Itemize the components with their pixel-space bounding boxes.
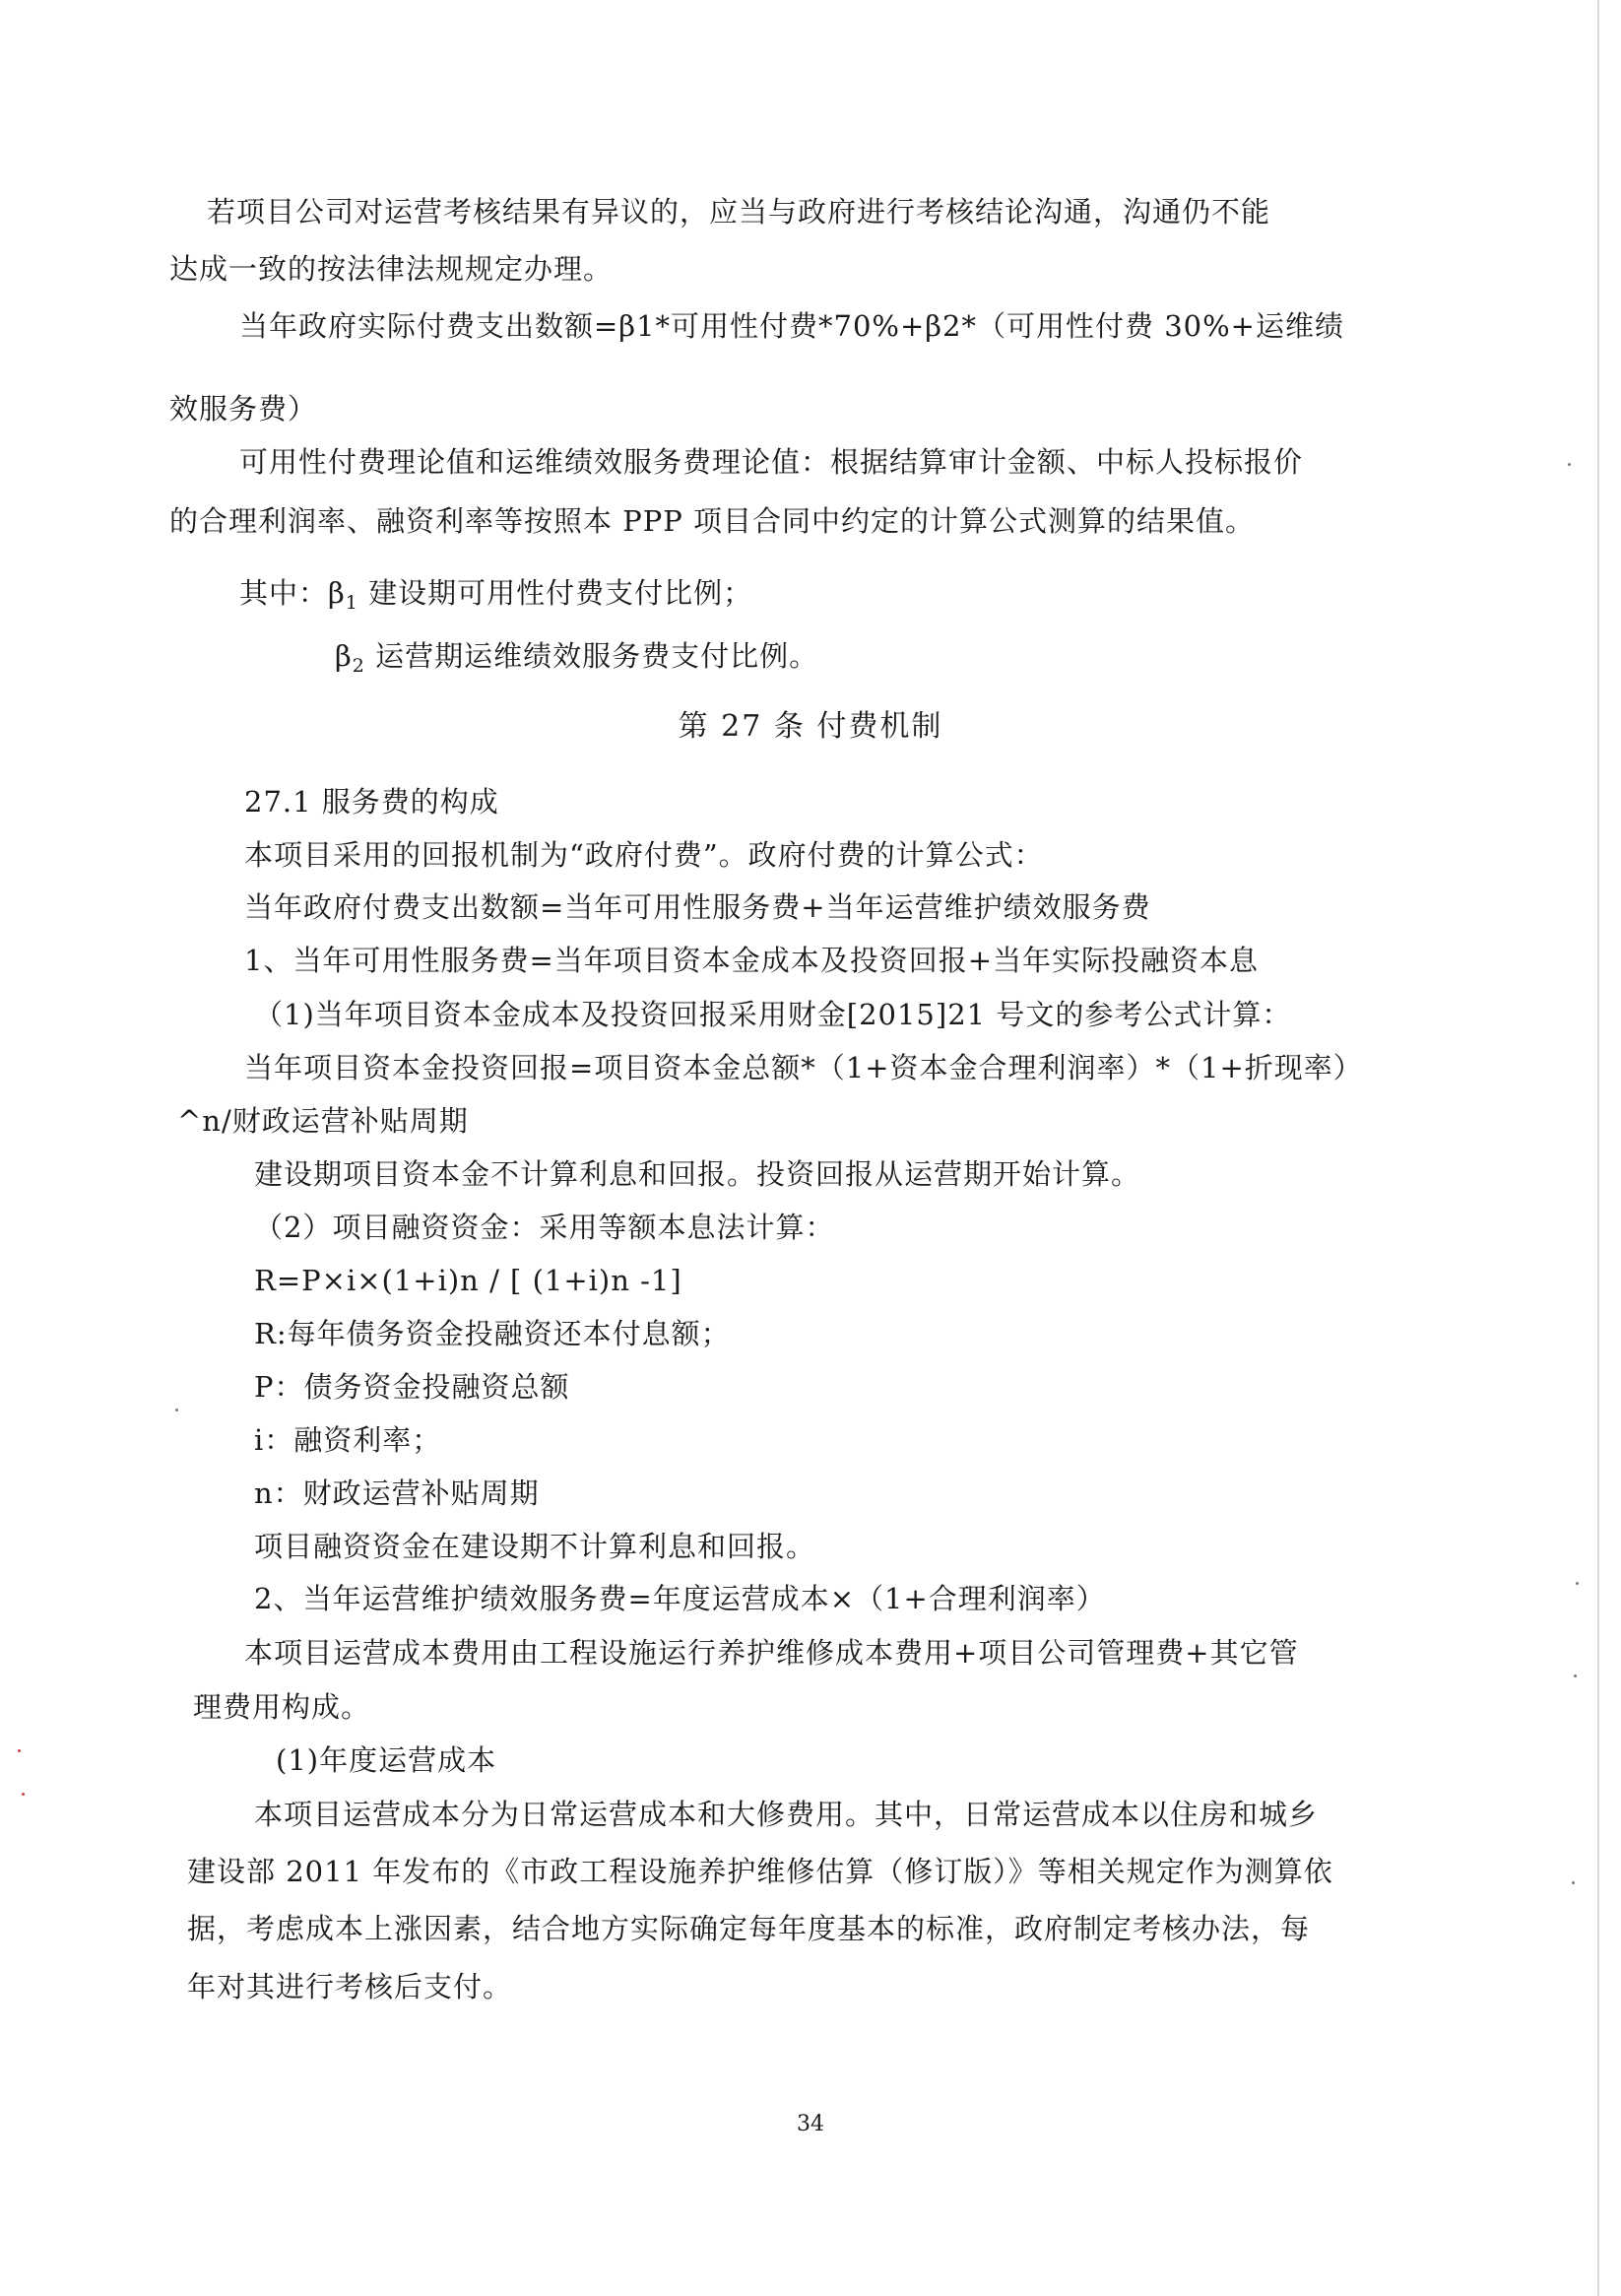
beta-subscript: 1 [345, 592, 358, 614]
scan-speck [18, 1749, 21, 1752]
paragraph-line: 的合理利润率、融资利率等按照本 PPP 项目合同中约定的计算公式测算的结果值。 [169, 504, 1255, 538]
formula-line: R=P×i×(1+i)n / [ (1+i)n -1] [254, 1264, 682, 1297]
scan-speck [22, 1793, 25, 1796]
paragraph-line: 1、当年可用性服务费=当年项目资本金成本及投资回报+当年实际投融资本息 [244, 944, 1260, 977]
formula-line: ^n/财政运营补贴周期 [177, 1104, 469, 1138]
scan-speck [175, 1409, 178, 1411]
paragraph-line: 项目融资资金在建设期不计算利息和回报。 [254, 1530, 816, 1563]
beta1-definition [239, 573, 752, 613]
paragraph-line: 若项目公司对运营考核结果有异议的，应当与政府进行考核结论沟通，沟通仍不能 [207, 195, 1271, 229]
variable-definition: n：财政运营补贴周期 [254, 1476, 540, 1510]
formula-line: 当年项目资本金投资回报=项目资本金总额*（1+资本金合理利润率）*（1+折现率） [244, 1051, 1363, 1084]
paragraph-line: 年对其进行考核后支付。 [187, 1970, 513, 2003]
paragraph-line: 效服务费） [169, 392, 318, 426]
paragraph-line: 2、当年运营维护绩效服务费=年度运营成本×（1+合理利润率） [254, 1582, 1106, 1615]
beta-subscript: 2 [352, 655, 365, 677]
scan-speck [1572, 1881, 1575, 1884]
paragraph-line: 理费用构成。 [193, 1690, 371, 1724]
paragraph-line: 当年政府实际付费支出数额=β1*可用性付费*70%+β2*（可用性付费 30%+运维绩 [239, 309, 1344, 343]
section-heading: 第 27 条 付费机制 [678, 709, 943, 744]
paragraph-line: 建设期项目资本金不计算利息和回报。投资回报从运营期开始计算。 [254, 1157, 1141, 1191]
paragraph-line: 达成一致的按法律法规规定办理。 [169, 252, 614, 286]
paragraph-line: （2）项目融资资金：采用等额本息法计算： [254, 1211, 835, 1244]
paragraph-line: 本项目运营成本分为日常运营成本和大修费用。其中，日常运营成本以住房和城乡 [254, 1798, 1319, 1831]
variable-definition: i：融资利率； [254, 1423, 442, 1457]
beta-symbol: β [335, 639, 353, 673]
beta-symbol: β [328, 576, 346, 610]
paragraph-line: 建设部 2011 年发布的《市政工程设施养护维修估算（修订版）》等相关规定作为测算依 [187, 1855, 1333, 1888]
page-number: 34 [797, 2112, 824, 2136]
paragraph-line: （1)当年项目资本金成本及投资回报采用财金[2015]21 号文的参考公式计算： [254, 998, 1292, 1031]
variable-definition: R:每年债务资金投融资还本付息额； [254, 1317, 731, 1350]
scan-edge [1597, 0, 1599, 2296]
scan-speck [1574, 1674, 1577, 1677]
paragraph-line: 可用性付费理论值和运维绩效服务费理论值：根据结算审计金额、中标人投标报价 [239, 445, 1304, 479]
paragraph-line: 本项目采用的回报机制为“政府付费”。政府付费的计算公式： [244, 838, 1044, 872]
paragraph-line: 据，考虑成本上涨因素，结合地方实际确定每年度基本的标准，政府制定考核办法，每 [187, 1912, 1311, 1945]
subsection-title: (1)年度运营成本 [276, 1743, 497, 1777]
beta2-definition [335, 636, 818, 676]
qizhong-label: 其中： [239, 576, 329, 610]
paragraph-line: 当年政府付费支出数额=当年可用性服务费+当年运营维护绩效服务费 [244, 890, 1151, 924]
paragraph-line: 本项目运营成本费用由工程设施运行养护维修成本费用+项目公司管理费+其它管 [244, 1636, 1299, 1670]
beta1-text: 建设期可用性付费支付比例； [368, 576, 753, 610]
subsection-title: 27.1 服务费的构成 [244, 785, 499, 819]
scan-speck [1568, 463, 1571, 466]
variable-definition: P：债务资金投融资总额 [254, 1370, 570, 1404]
scan-speck [1576, 1582, 1579, 1585]
beta2-text: 运营期运维绩效服务费支付比例。 [375, 639, 819, 673]
